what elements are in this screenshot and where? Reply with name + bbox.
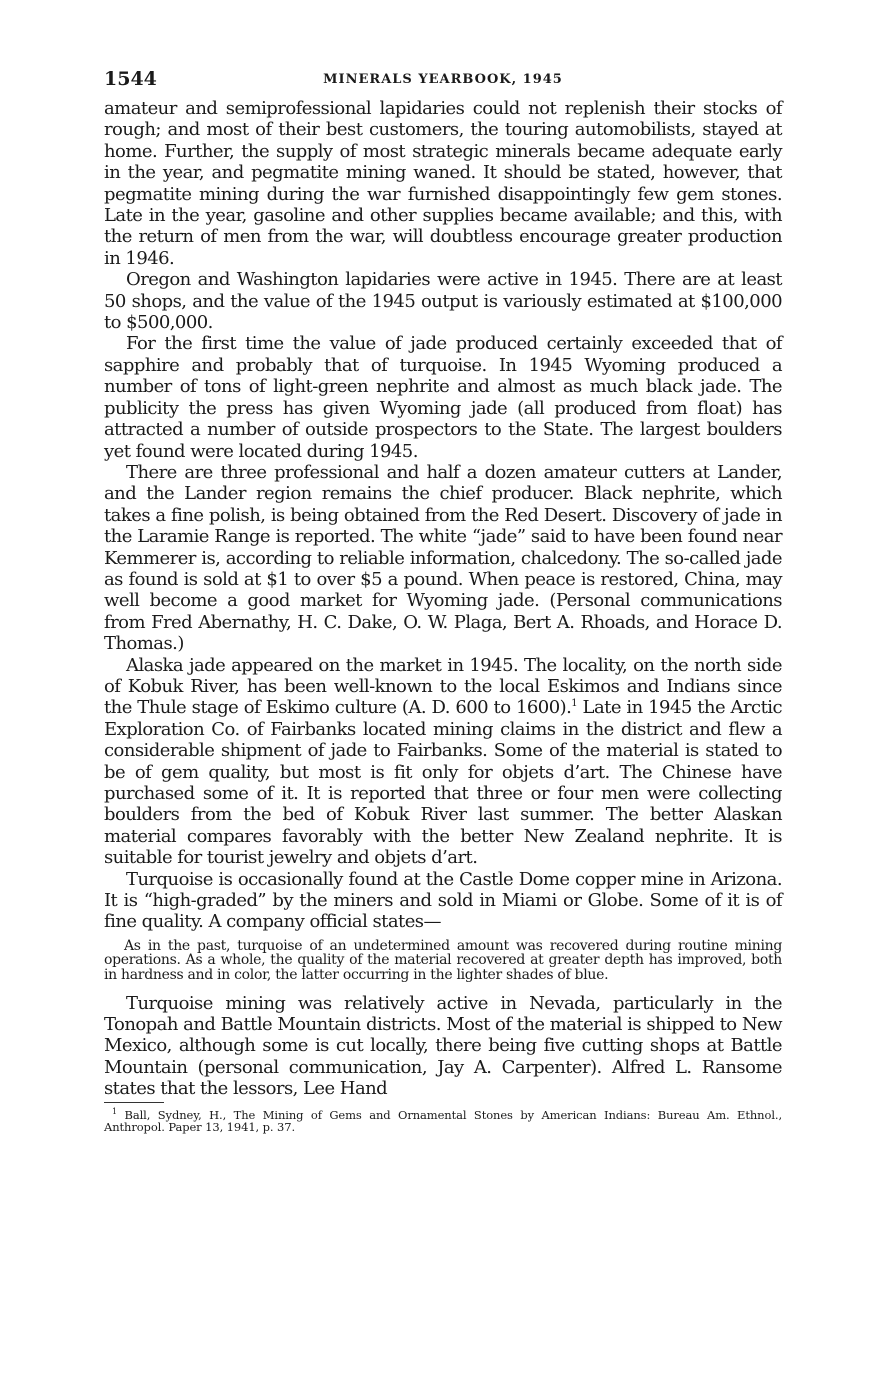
paragraph-wyoming-jade: For the first time the value of jade produced certainly exceeded that of sapphire and probably that of turquoise. In 1945 Wyoming produced a number of tons of light-green nephrite and almost as much black jade. The publicity the press has given Wyoming jade (all produced from float) has attracted a number of outside prospectors to the State. The largest boulders yet found were located during 1945. [104,333,782,462]
paragraph-oregon: Oregon and Washington lapidaries were active in 1945. There are at least 50 shops, and the value of the 1945 output is variously estimated at $100,000 to $500,000. [104,269,782,334]
page-header [104,68,782,98]
footnote-reference: 1 [571,698,578,710]
block-quote: As in the past, turquoise of an undetermined amount was recovered during routine mining operations. As a whole, the quality of the material recovered at greater depth has improved, both in hardness and in color, the latter occurring in the lighter shades of blue. [104,937,782,984]
document-page [104,68,782,1134]
alaska-text-b: Late in 1945 the Arctic Exploration Co. of Fairbanks located mining claims in the district and flew a considerable shipment of jade to Fairbanks. Some of the material is stated to be of gem quality, but most is fit only for objets d’art. The Chinese have purchased some of it. It is reported that three or four men were collecting boulders from the bed of Kobuk River last summer. The better Alaskan material compares favorably with the better New Zealand nephrite. It is suitable for tourist jewelry and objets d’art. [104,697,782,869]
body-text [104,98,782,1100]
paragraph-alaska [104,655,782,869]
alaska-text-a: Alaska jade appeared on the market in 1945. The locality, on the north side of Kobuk River, has been well-known to the local Eskimos and Indians since the Thule stage of Eskimo culture (A. D. 600 to 1600). [104,654,782,719]
footnote-text: Ball, Sydney, H., The Mining of Gems and Ornamental Stones by American Indians: Bureau Am. Ethnol., Anthropol. Paper 13, 1941, p. 37. [104,1107,783,1135]
footnote-rule [104,1102,164,1103]
paragraph-continued: amateur and semiprofessional lapidaries could not replenish their stocks of rough; and most of their best customers, the touring automobilists, stayed at home. Further, the supply of most strategic minerals became adequate early in the year, and pegmatite mining waned. It should be stated, however, that pegmatite mining during the war furnished disappointingly few gem stones. Late in the year, gasoline and other supplies became available; and this, with the return of men from the war, will doubtless encourage greater production in 1946. [104,98,782,269]
footnote [104,1106,783,1135]
paragraph-lander: There are three professional and half a dozen amateur cutters at Lander, and the Lander region remains the chief producer. Black nephrite, which takes a fine polish, is being obtained from the Red Desert. Discovery of jade in the Laramie Range is reported. The white “jade” said to have been found near Kemmerer is, according to reliable information, chalcedony. The so-called jade as found is sold at $1 to over $5 a pound. When peace is restored, China, may well become a good market for Wyoming jade. (Personal communications from Fred Abernathy, H. C. Dake, O. W. Plaga, Bert A. Rhoads, and Horace D. Thomas.) [104,461,782,655]
paragraph-turquoise-arizona: Turquoise is occasionally found at the Castle Dome copper mine in Arizona. It is “high-graded” by the miners and sold in Miami or Globe. Some of it is of fine quality. A company official states— [104,868,782,933]
running-head: MINERALS YEARBOOK, 1945 [323,72,563,87]
footnote-mark: 1 [112,1106,117,1116]
paragraph-turquoise-nevada: Turquoise mining was relatively active in Nevada, particularly in the Tonopah and Battle Mountain districts. Most of the material is shipped to New Mexico, although some is cut locally, there being five cutting shops at Battle Mountain (personal communication, Jay A. Carpenter). Alfred L. Ransome states that the lessors, Lee Hand [104,992,782,1100]
page-number: 1544 [104,68,157,90]
